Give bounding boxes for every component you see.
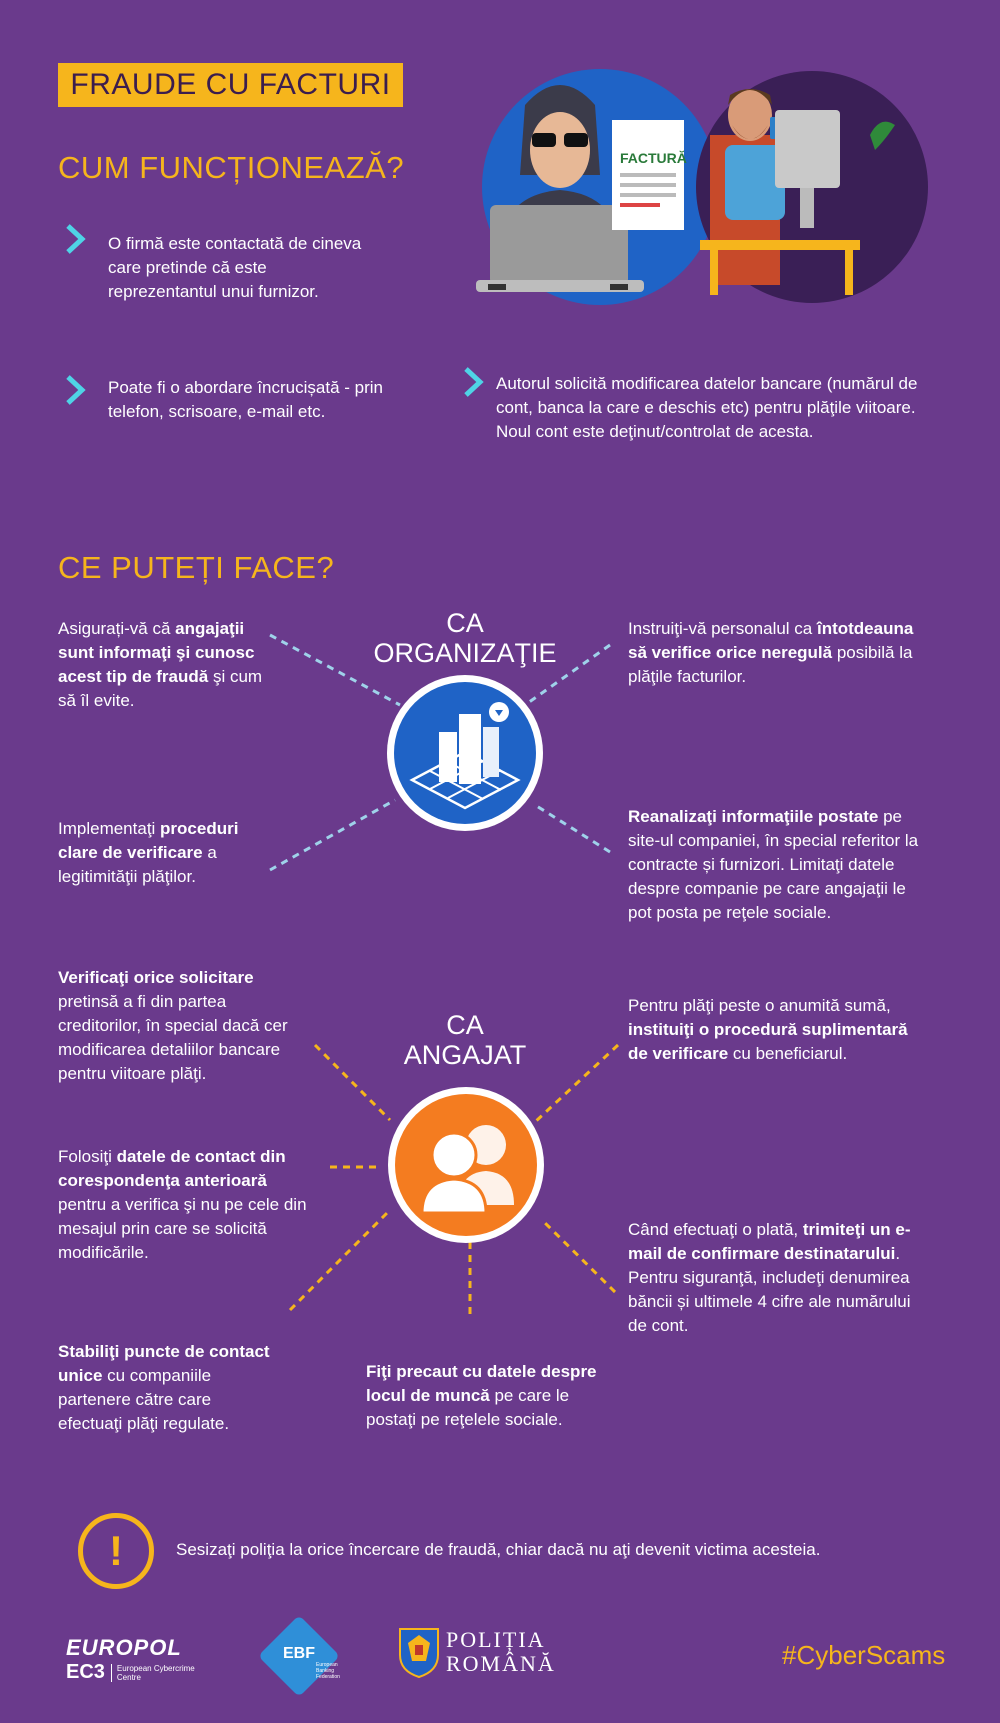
employee-title <box>365 1010 565 1070</box>
how-step-3: Autorul solicită modificarea datelor bancare (numărul de cont, banca la care e deschis etc) pentru plăţile viitoare. Noul cont este deţinut/controlat de acesta. <box>496 374 918 441</box>
organization-title <box>365 608 565 668</box>
chevron-right-icon <box>463 367 485 397</box>
org-tip-3: Implementaţi proceduri clare de verificare a legitimităţii plăţilor. <box>58 819 239 886</box>
emp-tip-6: Fiţi precaut cu datele despre locul de muncă pe care le postaţi pe reţelele sociale. <box>366 1362 597 1429</box>
ec3-subtitle: European Cybercrime Centre <box>111 1664 195 1682</box>
employee-title-line2: ANGAJAT <box>403 1040 527 1070</box>
europol-wordmark: EUROPOL <box>66 1635 182 1660</box>
what-to-do-heading: CE PUTEȚI FACE? <box>58 550 335 585</box>
chevron-right-icon <box>65 224 87 254</box>
org-tip-4: Reanalizaţi informaţiile postate pe site-ul companiei, în special referitor la contracte și furnizori. Limitaţi datele despre companie pe care angajaţii le pot posta pe reţele sociale. <box>628 807 919 922</box>
emp-tip-2: Pentru plăţi peste o anumită sumă, instituiţi o procedură suplimentară de verificare cu beneficiarul. <box>628 996 908 1063</box>
emp-tip-1: Verificaţi orice solicitare pretinsă a fi din partea creditorilor, în special dacă cer modificarea detaliilor bancare pentru viitoare plăţi. <box>58 968 288 1083</box>
ec3-wordmark: EC3 <box>66 1661 105 1683</box>
fraud-illustration <box>470 55 940 310</box>
org-tip-2: Instruiţi-vă personalul ca întotdeauna să verifice orice neregulă posibilă la plăţile facturilor. <box>628 619 914 686</box>
police-crest-icon <box>396 1625 442 1679</box>
ebf-logo-text: EBF <box>283 1645 315 1662</box>
ebf-subtitle: European Banking Federation <box>316 1662 340 1680</box>
europol-logo <box>66 1635 226 1684</box>
organization-title-line1: CA <box>446 608 484 638</box>
organization-title-line2: ORGANIZAŢIE <box>373 638 557 668</box>
employee-title-line1: CA <box>446 1010 484 1040</box>
how-step-2: Poate fi o abordare încrucișată - prin telefon, scrisoare, e-mail etc. <box>108 378 383 421</box>
politia-line1: POLIȚIA <box>446 1627 546 1652</box>
building-icon <box>384 672 546 834</box>
politia-line2: ROMÂNĂ <box>446 1651 556 1676</box>
people-icon <box>386 1085 546 1245</box>
politia-logo-text <box>446 1628 556 1676</box>
warning-icon: ! <box>78 1513 154 1589</box>
hashtag: #CyberScams <box>782 1640 946 1670</box>
how-step-1: O firmă este contactată de cineva care pretinde că este reprezentantul unui furnizor. <box>108 234 362 301</box>
emp-tip-4: Când efectuaţi o plată, trimiteţi un e-mail de confirmare destinatarului. Pentru siguranţă, includeţi denumirea băncii și ultimele 4 cifre ale numărului de cont. <box>628 1220 911 1335</box>
emp-tip-5: Stabiliţi puncte de contact unice cu companiile partenere către care efectuaţi plăţi regulate. <box>58 1342 270 1433</box>
chevron-right-icon <box>65 375 87 405</box>
emp-tip-3: Folosiţi datele de contact din corespondenţa anterioară pentru a verifica şi nu pe cele din mesajul prin care se solicită modificările. <box>58 1147 307 1262</box>
page-title: FRAUDE CU FACTURI <box>58 63 403 107</box>
invoice-label: FACTURĂ <box>620 150 687 166</box>
warning-text: Sesizaţi poliţia la orice încercare de fraudă, chiar dacă nu aţi devenit victima acesteia. <box>176 1540 821 1559</box>
how-it-works-heading: CUM FUNCȚIONEAZĂ? <box>58 150 405 185</box>
org-tip-1: Asigurați-vă că angajaţii sunt informaţi şi cunosc acest tip de fraudă şi cum să îl evite. <box>58 619 263 710</box>
